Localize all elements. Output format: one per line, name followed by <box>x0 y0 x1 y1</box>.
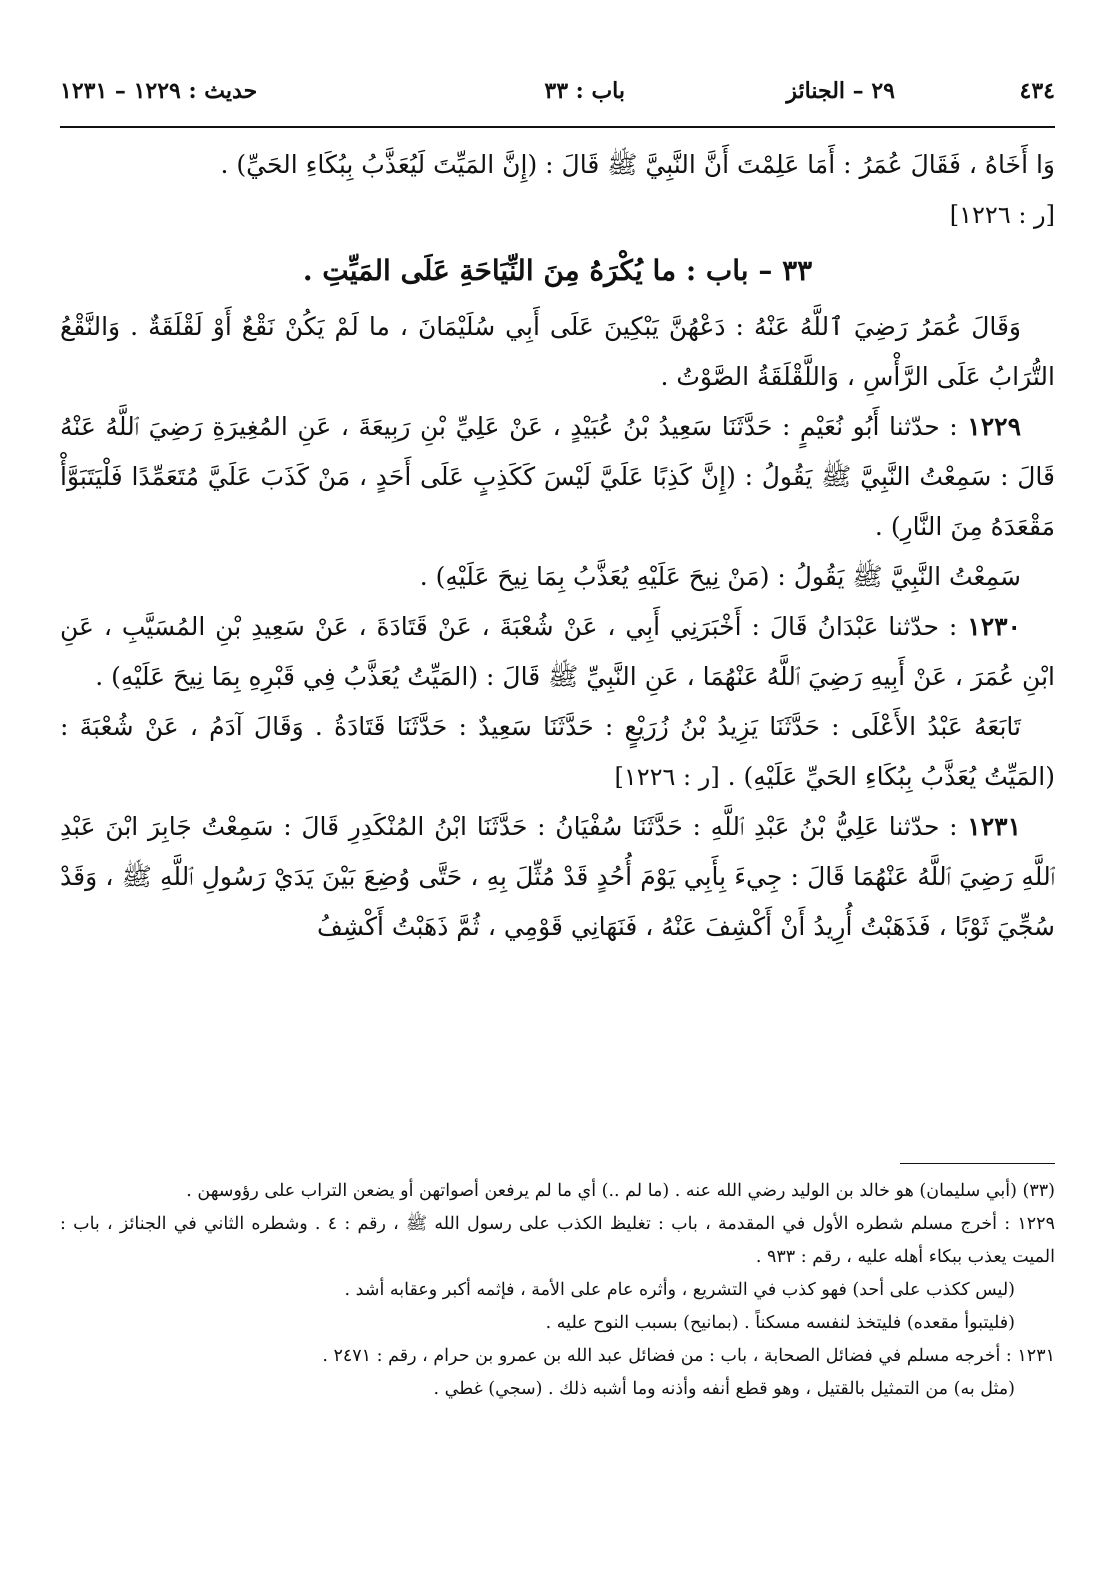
book-page <box>60 0 1055 1591</box>
chapter-number: باب : ٣٣ <box>544 78 625 104</box>
hadith-range: حديث : ١٢٢٩ – ١٢٣١ <box>60 78 258 104</box>
hadith-1231 <box>60 802 1055 952</box>
header-rule <box>60 126 1055 128</box>
umar-quote: وَقَالَ عُمَرُ رَضِيَ ٱللَّهُ عَنْهُ : دَعْهُنَّ يَبْكِينَ عَلَى أَبِي سُلَيْمَانَ ، ما لَمْ يَكُنْ نَقْعٌ أَوْ لَقْلَقَةٌ . وَالنَّقْعُ التُّرَابُ عَلَى الرَّأْسِ ، وَاللَّقْلَقَةُ الصَّوْتُ . <box>60 312 1055 391</box>
hadith-number: ١٢٣١ <box>967 812 1021 841</box>
footnote-33: (٣٣) (أبي سليمان) هو خالد بن الوليد رضي الله عنه . (ما لم ..) أي ما لم يرفعن أصواتهن أو يضعن التراب على رؤوسهن . <box>186 1181 1055 1201</box>
main-text <box>60 140 1055 952</box>
book-title: ٢٩ – الجنائز <box>786 78 895 104</box>
running-header <box>60 78 1055 114</box>
footnote-1229-gloss: (فليتبوأ مقعده) فليتخذ لنفسه مسكناً . (بمانيح) بسبب النوح عليه . <box>545 1313 1015 1333</box>
tabaahu-reference: [ر : ١٢٢٦] <box>614 763 720 791</box>
hadith-number: ١٢٢٩ <box>967 412 1022 441</box>
continuation-text: وَا أَخَاهُ ، فَقَالَ عُمَرُ : أَمَا عَلِمْتَ أَنَّ النَّبِيَّ ﷺ قَالَ : (إِنَّ المَيِّتَ لَيُعَذَّبُ بِبُكَاءِ الحَيِّ) . <box>220 150 1055 179</box>
footnote-1229: ١٢٢٩ : أخرج مسلم شطره الأول في المقدمة ، باب : تغليظ الكذب على رسول الله ﷺ ، رقم : ٤ . وشطره الثاني في الجنائز ، باب : الميت يعذب ببكاء أهله عليه ، رقم : ٩٣٣ . <box>60 1214 1055 1267</box>
hadith-1229 <box>60 402 1055 552</box>
page-number: ٤٣٤ <box>1019 78 1055 104</box>
hadith-text: : حدّثنا عَبْدَانُ قَالَ : أَخْبَرَنِي أَبِي ، عَنْ شُعْبَةَ ، عَنْ قَتَادَةَ ، عَنْ سَعِيدِ بْنِ المُسَيَّبِ ، عَنِ ابْنِ عُمَرَ ، عَنْ أَبِيهِ رَضِيَ ٱللَّهُ عَنْهُمَا ، عَنِ النَّبِيِّ ﷺ قَالَ : (المَيِّتُ يُعَذَّبُ فِي قَبْرِهِ بِمَا نِيحَ عَلَيْهِ) . <box>60 612 1055 691</box>
continuation-reference: [ر : ١٢٢٦] <box>949 201 1055 229</box>
continuation-paragraph <box>60 140 1055 190</box>
hadith-number: ١٢٣٠ <box>967 612 1021 641</box>
hadith-1230 <box>60 602 1055 702</box>
footnote-1231-gloss: (مثل به) من التمثيل بالقتيل ، وهو قطع أنفه وأذنه وما أشبه ذلك . (سجي) غطي . <box>433 1379 1015 1399</box>
footnote-rule <box>900 1163 1055 1164</box>
tabaahu-text: تَابَعَهُ عَبْدُ الأَعْلَى : حَدَّثَنَا يَزِيدُ بْنُ زُرَيْعٍ : حَدَّثَنَا سَعِيدٌ : حَدَّثَنَا قَتَادَةُ . وَقَالَ آدَمُ ، عَنْ شُعْبَةَ : (المَيِّتُ يُعَذَّبُ بِبُكَاءِ الحَيِّ عَلَيْهِ) . <box>60 712 1055 791</box>
hadith-text: : حدّثنا أَبُو نُعَيْمٍ : حَدَّثَنَا سَعِيدُ بْنُ عُبَيْدٍ ، عَنْ عَلِيِّ بْنِ رَبِيعَةَ ، عَنِ المُغِيرَةِ رَضِيَ ٱللَّهُ عَنْهُ قَالَ : سَمِعْتُ النَّبِيَّ ﷺ يَقُولُ : (إِنَّ كَذِبًا عَلَيَّ لَيْسَ كَكَذِبٍ عَلَى أَحَدٍ ، مَنْ كَذَبَ عَلَيَّ مُتَعَمِّدًا فَلْيَتَبَوَّأْ مَقْعَدَهُ مِنَ النَّارِ) . <box>60 412 1055 541</box>
footnote-1231: ١٢٣١ : أخرجه مسلم في فضائل الصحابة ، باب : من فضائل عبد الله بن عمرو بن حرام ، رقم : ٢٤٧١ . <box>322 1346 1055 1366</box>
footnote-1229-gloss: (ليس ككذب على أحد) فهو كذب في التشريع ، وأثره عام على الأمة ، فإثمه أكبر وعقابه أشد . <box>344 1280 1015 1300</box>
footnotes <box>60 1175 1055 1406</box>
chapter-heading: ٣٣ – باب : ما يُكْرَهُ مِنَ النِّيَاحَةِ عَلَى المَيِّتِ . <box>302 254 813 287</box>
hadith-text: : حدّثنا عَلِيُّ بْنُ عَبْدِ ٱللَّهِ : حَدَّثَنَا سُفْيَانُ : حَدَّثَنَا ابْنُ المُنْكَدِرِ قَالَ : سَمِعْتُ جَابِرَ ابْنَ عَبْدِ ٱللَّهِ رَضِيَ ٱللَّهُ عَنْهُمَا قَالَ : جِيءَ بِأَبِي يَوْمَ أُحُدٍ قَدْ مُثِّلَ بِهِ ، حَتَّى وُضِعَ بَيْنَ يَدَيْ رَسُولِ ٱللَّهِ ﷺ ، وَقَدْ سُجِّيَ ثَوْبًا ، فَذَهَبْتُ أُرِيدُ أَنْ أَكْشِفَ عَنْهُ ، فَنَهَانِي قَوْمِي ، ثُمَّ ذَهَبْتُ أَكْشِفُ <box>60 812 1055 941</box>
hadith-1229-second: سَمِعْتُ النَّبِيَّ ﷺ يَقُولُ : (مَنْ نِيحَ عَلَيْهِ يُعَذَّبُ بِمَا نِيحَ عَلَيْهِ) . <box>419 562 1021 591</box>
tabaahu-paragraph <box>60 702 1055 802</box>
